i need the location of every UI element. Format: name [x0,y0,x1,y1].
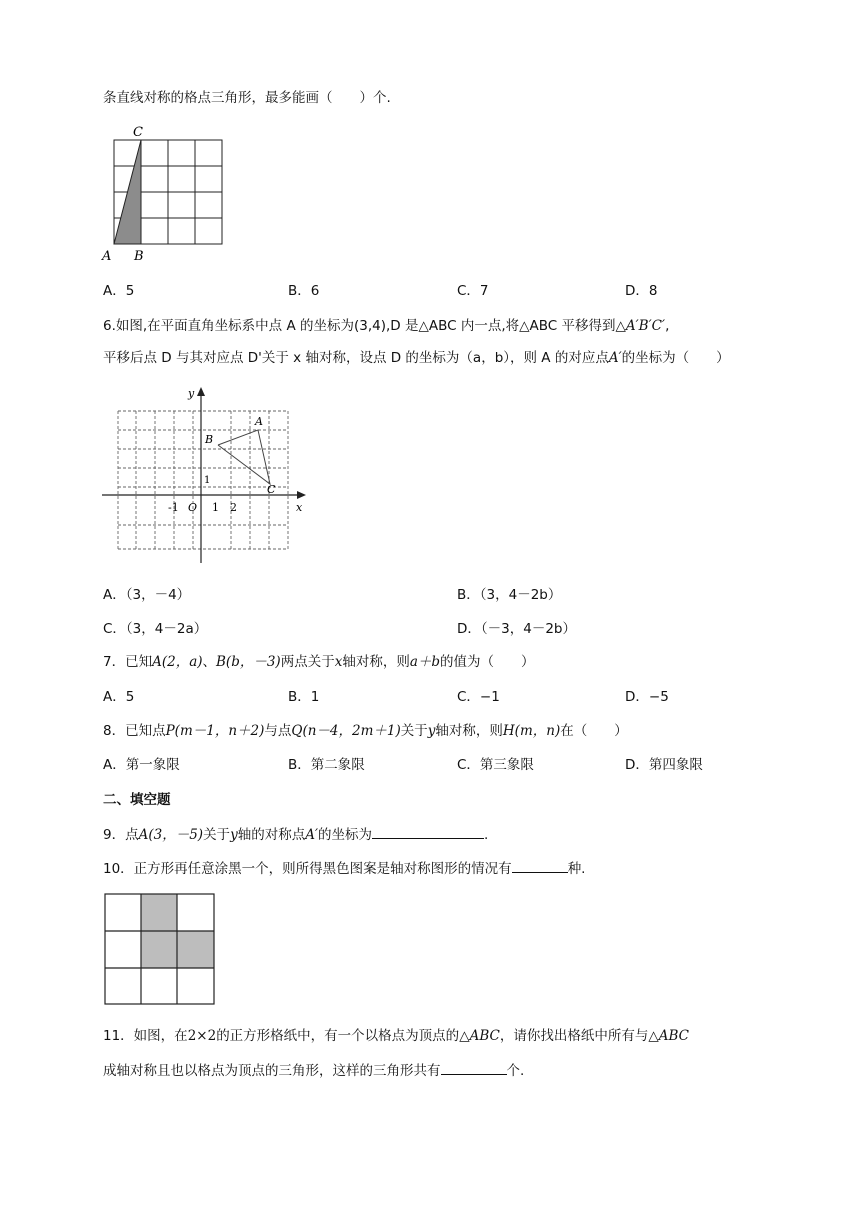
q6-triangle-prime: △A′B′C′ [615,318,666,334]
point-a-label: A [255,415,263,428]
label-B: B [134,249,144,264]
shaded-cell [177,931,214,968]
point-c-label: C [267,483,276,496]
label-C: C [133,125,143,140]
answer-blank[interactable] [372,824,484,839]
q7-stem: 7．已知A(2，a)、B(b，－3)两点关于x轴对称，则a＋b的值为（ ） [103,654,535,670]
q6-line-1: 6.如图,在平面直角坐标系中点 A 的坐标为(3,4),D 是△ABC 内一点,将△ABC 平移得到△A′B′C′, [103,318,670,334]
q7-option-d: D．−5 [625,689,669,705]
origin-label: O [188,501,198,514]
q11-line-2: 成轴对称且也以格点为顶点的三角形，这样的三角形共有 个. [103,1060,524,1081]
q8-option-c: C．第三象限 [457,757,534,773]
q10-stem: 10．正方形再任意涂黑一个，则所得黑色图案是轴对称图形的情况有 种. [103,858,585,879]
triangle-abc [218,430,270,484]
tick-2: 2 [230,501,237,514]
q7-option-b: B．1 [288,689,320,705]
q5-option-b: B．6 [288,283,320,299]
q10-figure [104,893,216,1005]
tick-neg1: -1 [168,501,179,514]
q5-option-d: D．8 [625,283,658,299]
q6-option-a: A．（3，－4） [103,587,191,603]
q6-option-b: B．（3，4－2b） [457,587,562,603]
q7-option-c: C．−1 [457,689,500,705]
q6-coordinate-figure [100,385,310,565]
label-A: A [102,249,112,264]
shaded-cell [141,894,177,931]
tick-1y: 1 [204,475,211,486]
q5-option-a: A．5 [103,283,135,299]
q9-stem: 9．点A(3，－5)关于y轴的对称点A′的坐标为 . [103,824,488,845]
q7-option-a: A．5 [103,689,135,705]
axis-x-label: x [296,501,303,514]
axis-y-label: y [188,387,195,400]
section-heading: 二、填空题 [103,792,171,808]
q8-option-b: B．第二象限 [288,757,365,773]
tick-1x: 1 [212,501,219,514]
q5-figure [100,120,230,265]
answer-blank[interactable] [512,858,568,873]
point-b-label: B [205,433,214,446]
shaded-cell [141,931,177,968]
answer-blank[interactable] [441,1060,507,1075]
q5-option-c: C．7 [457,283,489,299]
q6-option-d: D．（－3，4－2b） [457,621,576,637]
q8-option-d: D．第四象限 [625,757,703,773]
q8-option-a: A．第一象限 [103,757,180,773]
q6-option-c: C．（3，4－2a） [103,621,208,637]
q6-point-a-prime: A′ [608,350,622,366]
q8-stem: 8．已知点P(m－1，n＋2)与点Q(n－4，2m＋1)关于y轴对称，则H(m，n)在（ ） [103,723,628,739]
q11-line-1: 11．如图，在2×2的正方形格纸中，有一个以格点为顶点的△ABC，请你找出格纸中所有与△ABC [103,1028,689,1044]
q6-line-2: 平移后点 D 与其对应点 D'关于 x 轴对称，设点 D 的坐标为（a，b），则 A 的对应点A′的坐标为（ ） [103,350,730,366]
q5-text: 条直线对称的格点三角形，最多能画（ ）个. [103,90,391,106]
